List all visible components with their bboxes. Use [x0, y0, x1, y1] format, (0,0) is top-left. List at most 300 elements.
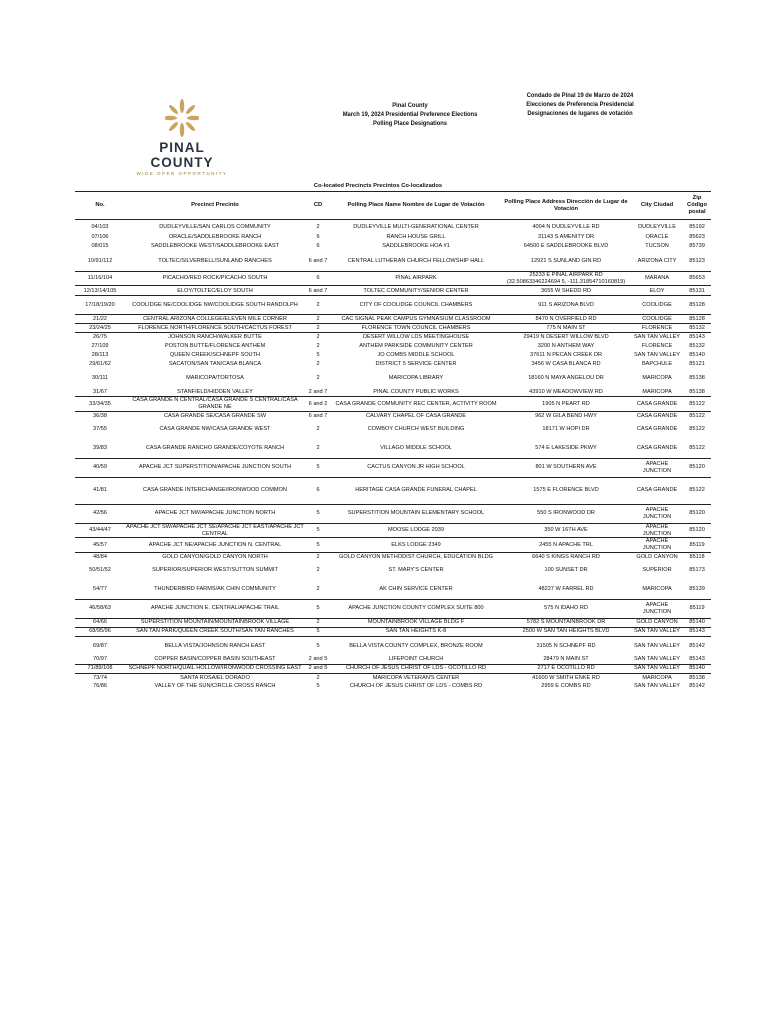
cell-precinct: SADDLEBROOKE WEST/SADDLEBROOKE EAST: [150, 243, 280, 250]
cell-city: COOLIDGE: [631, 315, 683, 324]
cell-no: 17/18/19/20: [75, 296, 125, 315]
table-row: [75, 580, 711, 599]
cell-cd: 2: [305, 296, 331, 315]
cell-precinct: ELOY/TOLTEC/ELOY SOUTH: [125, 286, 305, 296]
cell-address: 12921 S SUNLAND GIN RD: [530, 257, 602, 264]
cell-no: 50/51/52: [89, 567, 111, 574]
cell-city: SAN TAN VALLEY: [631, 664, 683, 673]
sun-emblem-icon: [165, 98, 199, 138]
cell-cd: 5: [305, 636, 331, 655]
cell-cd: 2: [316, 343, 320, 350]
cell-precinct: SAN TAN PARK/QUEEN CREEK SOUTH/SAN TAN RANCHES: [125, 627, 305, 636]
table-row: [75, 561, 711, 580]
table-row: [75, 523, 711, 537]
cell-zip: 85132: [689, 343, 705, 350]
cell-city: FLORENCE: [631, 324, 683, 333]
spanish-header-line2: Elecciones de Preferencia Presidencial: [526, 101, 634, 108]
cell-zip: 85128: [683, 296, 711, 315]
cell-no: 68/95/96: [75, 627, 125, 636]
cell-city: CASA GRANDE: [636, 445, 678, 452]
cell-zip: 85128: [683, 315, 711, 324]
table-row: [75, 636, 711, 655]
cell-precinct: CASA GRANDE N CENTRAL/CASA GRANDE S CENTRAL/CASA GRANDE NE: [125, 397, 305, 411]
table-row: [75, 351, 711, 360]
cell-precinct: VALLEY OF THE SUN/CIRCLE CROSS RANCH: [154, 683, 276, 690]
cell-cd: 6: [305, 272, 331, 286]
table-row: [75, 682, 711, 691]
table-row: [75, 477, 711, 504]
cell-address: 801 W SOUTHERN AVE: [501, 458, 631, 477]
column-header-no: No.: [75, 192, 125, 220]
cell-precinct: SUPERIOR/SUPERIOR WEST/SUTTON SUMMIT: [152, 567, 278, 574]
cell-polling-place-name: SUPERSTITION MOUNTAIN ELEMENTARY SCHOOL: [331, 504, 501, 523]
cell-cd: 5: [305, 538, 331, 552]
cell-zip: 85121: [689, 361, 705, 368]
cell-polling-place-name: MOUNTAINBROOK VILLAGE BLDG F: [331, 618, 501, 627]
cell-precinct: CASA GRANDE SE/CASA GRANDE SW: [125, 411, 305, 420]
cell-cd: 2: [316, 223, 320, 230]
cell-city: CASA GRANDE: [631, 397, 683, 411]
cell-no: 76/86: [93, 683, 107, 690]
cell-cd: 2: [316, 586, 320, 593]
table-row: [75, 538, 711, 552]
table-row: [75, 599, 711, 618]
cell-no: 31/67: [93, 388, 107, 395]
cell-zip: 85123: [689, 257, 705, 264]
cell-cd: 6: [305, 477, 331, 504]
cell-no: 33/34/35: [75, 397, 125, 411]
cell-polling-place-name: FLORENCE TOWN COUNCIL CHAMBERS: [331, 324, 501, 333]
cell-precinct: APACHE JCT NE/APACHE JUNCTION N. CENTRAL: [125, 538, 305, 552]
cell-zip: 85131: [683, 286, 711, 296]
cell-city: SUPERIOR: [642, 567, 672, 574]
cell-address: 41600 W SMITH ENKE RD: [501, 673, 631, 682]
cell-cd: 5: [305, 504, 331, 523]
cell-cd: 2: [305, 618, 331, 627]
column-header-polling-place-name: Polling Place Name Nombre de Lugar de Votación: [331, 192, 501, 220]
cell-polling-place-name: DUDLEYVILLE MULTI-GENERATIONAL CENTER: [353, 223, 479, 230]
cell-precinct: STANFIELD/HIDDEN VALLEY: [177, 388, 253, 395]
cell-no: 69/87: [75, 636, 125, 655]
cell-polling-place-name: DISTRICT 5 SERVICE CENTER: [375, 361, 457, 368]
column-header-precinct: Precinct Precinto: [125, 192, 305, 220]
column-header-zip: Zip Código postal: [683, 192, 711, 220]
cell-address: 911 S ARIZONA BLVD: [501, 296, 631, 315]
cell-precinct: CENTRAL ARIZONA COLLEGE/ELEVEN MILE CORNER: [125, 315, 305, 324]
table-row: [75, 286, 711, 296]
cell-precinct: BELLA VISTA/JOHNSON RANCH EAST: [125, 636, 305, 655]
cell-polling-place-name: CHURCH OF JESUS CHRIST OF LDS - OCOTILLO RD: [331, 664, 501, 673]
table-row: [75, 411, 711, 420]
column-header-address: Polling Place Address Dirección de Lugar de Votación: [501, 192, 631, 220]
cell-no: 10/91/112: [87, 257, 113, 264]
cell-address: 3456 W CASA BLANCA RD: [531, 361, 601, 368]
cell-precinct: POSTON BUTTE/FLORENCE ANTHEM: [164, 343, 266, 350]
cell-city: APACHE JUNCTION: [631, 599, 683, 618]
cell-address: 64500 E SADDLEBROOKE BLVD: [523, 243, 609, 250]
english-header-line3: Polling Place Designations: [372, 120, 448, 127]
cell-zip: 85143: [689, 656, 705, 663]
cell-precinct: SCHNEPF NORTH/QUAIL HOLLOW/IRONWOOD CROSSING EAST: [125, 664, 305, 673]
cell-polling-place-name: AK CHIN SERVICE CENTER: [379, 586, 453, 593]
cell-city: ARIZONA CITY: [637, 257, 677, 264]
cell-address: 37611 N PECAN CREEK DR: [530, 352, 603, 359]
cell-no: 43/44/47: [75, 523, 125, 537]
cell-polling-place-name: ST. MARY'S CENTER: [388, 567, 444, 574]
cell-cd: 2 and 5: [305, 664, 331, 673]
cell-address: 2455 N APACHE TRL: [501, 538, 631, 552]
cell-precinct: CASA GRANDE INTERCHANGE/IRONWOOD COMMON: [125, 477, 305, 504]
table-row: [75, 504, 711, 523]
cell-cd: 2: [316, 361, 320, 368]
cell-no: 41/81: [75, 477, 125, 504]
cell-cd: 2: [316, 445, 320, 452]
cell-zip: 85120: [683, 504, 711, 523]
cell-address: 25233 E PINAL AIRPARK RD (32.50863346224694 5, -111.31854710160819): [501, 272, 631, 286]
cell-polling-place-name: CASA GRANDE COMMUNITY REC CENTER, ACTIVITY ROOM: [331, 397, 501, 411]
cell-address: 2500 W SAN TAN HEIGHTS BLVD: [501, 627, 631, 636]
pinal-county-logo: [132, 98, 232, 176]
cell-zip: 85138: [689, 375, 705, 382]
column-header-cd: CD: [305, 192, 331, 220]
cell-no: 48/84: [75, 552, 125, 561]
cell-polling-place-name: RANCH HOUSE GRILL: [386, 233, 446, 240]
cell-polling-place-name: CENTRAL LUTHERAN CHURCH FELLOWSHIP HALL: [347, 257, 485, 264]
cell-zip: 85739: [689, 243, 705, 250]
english-header: [336, 101, 483, 128]
cell-city: MARICOPA: [642, 375, 672, 382]
cell-no: 12/13/14/105: [75, 286, 125, 296]
cell-no: 30/111: [91, 375, 109, 382]
cell-precinct: GOLD CANYON/GOLD CANYON NORTH: [125, 552, 305, 561]
table-row: [75, 233, 711, 242]
cell-cd: 2 and 5: [308, 656, 328, 663]
cell-polling-place-name: MARICOPA VETERAN'S CENTER: [331, 673, 501, 682]
table-row: [75, 333, 711, 342]
cell-address: 8470 N OVERFIELD RD: [501, 315, 631, 324]
logo-name: PINAL COUNTY: [150, 140, 214, 170]
table-row: [75, 397, 711, 411]
cell-precinct: APACHE JCT SW/APACHE JCT SE/APACHE JCT EAST/APACHE JCT CENTRAL: [126, 523, 304, 537]
cell-cd: 5: [305, 523, 331, 537]
cell-polling-place-name: ANTHEM PARKSIDE COMMUNITY CENTER: [359, 343, 473, 350]
cell-no: 54/77: [93, 586, 107, 593]
cell-zip: 85119: [683, 599, 711, 618]
cell-city: SAN TAN VALLEY: [634, 683, 681, 690]
cell-cd: 2: [316, 567, 320, 574]
cell-cd: 2: [305, 324, 331, 333]
cell-city: CASA GRANDE: [631, 477, 683, 504]
cell-precinct: QUEEN CREEK/SCHNEPF SOUTH: [169, 352, 261, 359]
cell-no: 29/61/62: [89, 361, 111, 368]
cell-cd: 5: [305, 627, 331, 636]
cell-no: 27/109: [91, 343, 109, 350]
cell-city: APACHE JUNCTION: [631, 504, 683, 523]
cell-city: APACHE JUNCTION: [631, 523, 683, 537]
cell-address: 31505 N SCHNEPF RD: [501, 636, 631, 655]
cell-address: 3655 W SHEDD RD: [501, 286, 631, 296]
cell-precinct: THUNDERBIRD FARMS/AK CHIN COMMUNITY: [154, 586, 276, 593]
cell-address: 43910 W MEADOWVIEW RD: [529, 388, 603, 395]
cell-zip: 85142: [683, 636, 711, 655]
table-row: [75, 458, 711, 477]
cell-no: 08/015: [91, 243, 109, 250]
column-header-city: City Ciudad: [631, 192, 683, 220]
table-row: [75, 552, 711, 561]
cell-zip: 85623: [689, 233, 705, 240]
table-row: [75, 673, 711, 682]
cell-precinct: COPPER BASIN/COPPER BASIN SOUTHEAST: [154, 656, 276, 663]
cell-city: APACHE JUNCTION: [631, 458, 683, 477]
spanish-header-line1: Condado de Pinal 19 de Marzo de 2024: [526, 92, 634, 99]
cell-polling-place-name: MOOSE LODGE 2039: [331, 523, 501, 537]
cell-city: DUDLEYVILLE: [638, 223, 676, 230]
cell-city: APACHE JUNCTION: [631, 538, 683, 552]
cell-zip: 85122: [683, 477, 711, 504]
cell-precinct: CASA GRANDE RANCHO GRANDE/COYOTE RANCH: [145, 445, 285, 452]
cell-no: 70/97: [93, 656, 107, 663]
cell-cd: 6: [316, 233, 320, 240]
cell-city: ELOY: [631, 286, 683, 296]
cell-zip: 85119: [683, 538, 711, 552]
table-row: [75, 324, 711, 333]
cell-address: 1575 E FLORENCE BLVD: [501, 477, 631, 504]
cell-address: 1905 N PEART RD: [501, 397, 631, 411]
cell-polling-place-name: HERITAGE CASA GRANDE FUNERAL CHAPEL: [331, 477, 501, 504]
cell-city: SAN TAN VALLEY: [634, 352, 681, 359]
polling-place-table: [75, 181, 711, 691]
cell-zip: 85132: [683, 324, 711, 333]
cell-polling-place-name: SAN TAN HEIGHTS K-8: [331, 627, 501, 636]
english-header-line2: March 19, 2024 Presidential Preference Elections: [342, 111, 478, 118]
cell-polling-place-name: CALVARY CHAPEL OF CASA GRANDE: [331, 411, 501, 420]
cell-city: SAN TAN VALLEY: [631, 627, 683, 636]
cell-zip: 85140: [683, 618, 711, 627]
cell-address: 100 SUNSET DR: [544, 567, 588, 574]
spanish-header-line3: Designaciones de lugares de votación: [527, 110, 633, 117]
cell-no: 36/38: [75, 411, 125, 420]
table-row: [75, 252, 711, 272]
cell-address: 2717 E OCOTILLO RD: [501, 664, 631, 673]
cell-city: GOLD CANYON: [631, 552, 683, 561]
cell-address: 550 S IRONWOOD DR: [501, 504, 631, 523]
cell-cd: 5: [316, 683, 320, 690]
cell-address: 18171 W HOPI DR: [542, 426, 590, 433]
table-row: [75, 388, 711, 397]
cell-precinct: JOHNSON RANCH/WALKER BUTTE: [125, 333, 305, 342]
cell-city: SAN TAN VALLEY: [634, 656, 681, 663]
cell-address: 962 W GILA BEND HWY: [501, 411, 631, 420]
cell-address: 48227 W FARREL RD: [538, 586, 594, 593]
cell-zip: 85122: [683, 411, 711, 420]
cell-polling-place-name: CAC SIGNAL PEAK CAMPUS GYMNASIUM CLASSROOM: [331, 315, 501, 324]
cell-polling-place-name: BELLA VISTA COUNTY COMPLEX, BRONZE ROOM: [331, 636, 501, 655]
cell-cd: 2: [316, 375, 320, 382]
cell-no: 37/55: [93, 426, 107, 433]
cell-precinct: TOLTEC/SILVERBELL/SUNLAND RANCHES: [158, 257, 272, 264]
cell-no: 23/24/25: [75, 324, 125, 333]
cell-polling-place-name: PINAL COUNTY PUBLIC WORKS: [373, 388, 459, 395]
cell-polling-place-name: SADDLEBROOKE HOA #1: [382, 243, 450, 250]
cell-precinct: CASA GRANDE NW/CASA GRANDE WEST: [159, 426, 271, 433]
cell-polling-place-name: LIFEPOINT CHURCH: [388, 656, 444, 663]
cell-city: FLORENCE: [641, 343, 673, 350]
cell-zip: 85122: [683, 397, 711, 411]
cell-zip: 85139: [689, 586, 705, 593]
cell-no: 45/57: [75, 538, 125, 552]
cell-cd: 2 and 7: [308, 388, 328, 395]
cell-precinct: APACHE JCT SUPERSTITION/APACHE JUNCTION SOUTH: [125, 458, 305, 477]
cell-cd: 5: [316, 352, 320, 359]
cell-city: COOLIDGE: [631, 296, 683, 315]
cell-no: 42/56: [75, 504, 125, 523]
cell-cd: 5: [305, 458, 331, 477]
cell-no: 73/74: [75, 673, 125, 682]
cell-address: 5782 S MOUNTAINBROOK DR: [501, 618, 631, 627]
cell-cd: 6 and 7: [305, 286, 331, 296]
table-row: [75, 360, 711, 369]
cell-address: 6640 S KINGS RANCH RD: [501, 552, 631, 561]
cell-precinct: APACHE JUNCTION E. CENTRAL/APACHE TRAIL: [125, 599, 305, 618]
cell-address: 31143 S AMENITY DR: [537, 233, 595, 240]
table-row: [75, 420, 711, 439]
cell-polling-place-name: DESERT WILLOW LDS MEETINGHOUSE: [331, 333, 501, 342]
cell-city: CASA GRANDE: [636, 426, 678, 433]
cell-address: 28479 N MAIN ST: [543, 656, 589, 663]
table-row: [75, 369, 711, 388]
cell-polling-place-name: MARICOPA LIBRARY: [388, 375, 444, 382]
cell-precinct: MARICOPA/TORTOSA: [186, 375, 244, 382]
cell-city: BAPCHULE: [641, 361, 673, 368]
cell-precinct: SACATON/SAN TAN/CASA BLANCA: [168, 361, 262, 368]
cell-polling-place-name: COWBOY CHURCH WEST BUILDING: [367, 426, 465, 433]
table-row: [75, 439, 711, 458]
cell-address: 3200 N ANTHEM WAY: [537, 343, 595, 350]
cell-polling-place-name: CITY OF COOLIDGE COUNCIL CHAMBERS: [331, 296, 501, 315]
cell-polling-place-name: VILLAGO MIDDLE SCHOOL: [380, 445, 452, 452]
cell-precinct: COOLIDGE NE/COOLIDGE NW/COOLIDGE SOUTH RANDOLPH: [125, 296, 305, 315]
cell-cd: 2: [316, 426, 320, 433]
super-header-row: [75, 181, 711, 192]
cell-city: MARANA: [631, 272, 683, 286]
cell-city: GOLD CANYON: [631, 618, 683, 627]
cell-zip: 85138: [683, 673, 711, 682]
cell-cd: 2: [305, 552, 331, 561]
cell-no: 04/103: [91, 223, 109, 230]
table-row: [75, 627, 711, 636]
cell-address: 575 N IDAHO RD: [501, 599, 631, 618]
cell-precinct: SANTA ROSA/EL DORADO: [125, 673, 305, 682]
cell-polling-place-name: TOLTEC COMMUNITY/SENIOR CENTER: [331, 286, 501, 296]
cell-city: SAN TAN VALLEY: [631, 333, 683, 342]
cell-zip: 85653: [683, 272, 711, 286]
cell-polling-place-name: CACTUS CANYON JR HIGH SCHOOL: [331, 458, 501, 477]
cell-no: 11/16/104: [75, 272, 125, 286]
cell-zip: 85173: [689, 567, 705, 574]
cell-no: 26/75: [75, 333, 125, 342]
cell-cd: 6: [316, 243, 320, 250]
cell-no: 21/22: [75, 315, 125, 324]
super-header: Co-located Precincts Precintos Co-localizados: [125, 181, 631, 192]
cell-polling-place-name: APACHE JUNCTION COUNTY COMPLEX SUITE 800: [331, 599, 501, 618]
logo-tagline: WIDE OPEN OPPORTUNITY: [136, 171, 228, 176]
cell-no: 71/89/108: [75, 664, 125, 673]
table-row: [75, 664, 711, 673]
cell-address: 2959 E COMBS RD: [541, 683, 591, 690]
english-header-line1: Pinal County: [392, 102, 428, 109]
cell-polling-place-name: GOLD CANYON METHODIST CHURCH, EDUCATION BLDG: [331, 552, 501, 561]
cell-address: 775 N MAIN ST: [501, 324, 631, 333]
cell-precinct: FLORENCE NORTH/FLORENCE SOUTH/CACTUS FOREST: [125, 324, 305, 333]
cell-precinct: APACHE JCT NW/APACHE JUNCTION NORTH: [125, 504, 305, 523]
cell-city: SAN TAN VALLEY: [631, 636, 683, 655]
cell-precinct: PICACHO/RED ROCK/PICACHO SOUTH: [125, 272, 305, 286]
cell-no: 46/58/63: [75, 599, 125, 618]
cell-zip: 85140: [689, 352, 705, 359]
cell-cd: 6 and 7: [305, 411, 331, 420]
cell-zip: 85138: [689, 388, 705, 395]
cell-zip: 85118: [683, 552, 711, 561]
cell-city: MARICOPA: [631, 673, 683, 682]
cell-city: MARICOPA: [642, 388, 672, 395]
table-row: [75, 220, 711, 233]
cell-address: 4004 N DUDLEYVILLE RD: [532, 223, 600, 230]
table-row: [75, 296, 711, 315]
cell-precinct: ORACLE/SADDLEBROOKE RANCH: [168, 233, 262, 240]
cell-cd: 2: [305, 315, 331, 324]
table-row: [75, 342, 711, 351]
cell-city: MARICOPA: [642, 586, 672, 593]
cell-zip: 85192: [689, 223, 705, 230]
cell-zip: 85122: [689, 426, 705, 433]
spanish-header: [516, 91, 645, 118]
cell-cd: 2: [305, 333, 331, 342]
cell-city: CASA GRANDE: [631, 411, 683, 420]
cell-cd: 6 and 2: [305, 397, 331, 411]
polling-place-rows: [75, 220, 711, 692]
table-row: [75, 655, 711, 664]
cell-zip: 85120: [683, 458, 711, 477]
cell-polling-place-name: PINAL AIRPARK: [331, 272, 501, 286]
cell-zip: 85140: [683, 664, 711, 673]
cell-zip: 85120: [683, 523, 711, 537]
cell-precinct: SUPERSTITION MOUNTAIN/MOUNTAINBROOK VILLAGE: [125, 618, 305, 627]
cell-no: 39/83: [93, 445, 107, 452]
cell-city: ORACLE: [645, 233, 669, 240]
cell-polling-place-name: JO COMBS MIDDLE SCHOOL: [377, 352, 455, 359]
cell-no: 07/106: [91, 233, 109, 240]
cell-precinct: DUDLEYVILLE/SAN CARLOS COMMUNITY: [159, 223, 271, 230]
cell-cd: 6 and 7: [308, 257, 328, 264]
cell-zip: 85142: [689, 683, 705, 690]
cell-cd: 2: [305, 673, 331, 682]
table-row: [75, 242, 711, 252]
cell-polling-place-name: ELKS LODGE 2349: [331, 538, 501, 552]
table-row: [75, 272, 711, 286]
cell-address: 350 W 16TH AVE: [501, 523, 631, 537]
table-row: [75, 315, 711, 324]
cell-address: 574 E LAKESIDE PKWY: [535, 445, 597, 452]
column-header-row: [75, 192, 711, 220]
cell-address: 18160 N MAYA ANGELOU DR: [528, 375, 604, 382]
cell-no: 64/66: [75, 618, 125, 627]
cell-cd: 5: [305, 599, 331, 618]
cell-zip: 85143: [683, 627, 711, 636]
table-row: [75, 618, 711, 627]
cell-zip: 85122: [689, 445, 705, 452]
cell-zip: 85143: [683, 333, 711, 342]
cell-city: TUCSON: [645, 243, 669, 250]
